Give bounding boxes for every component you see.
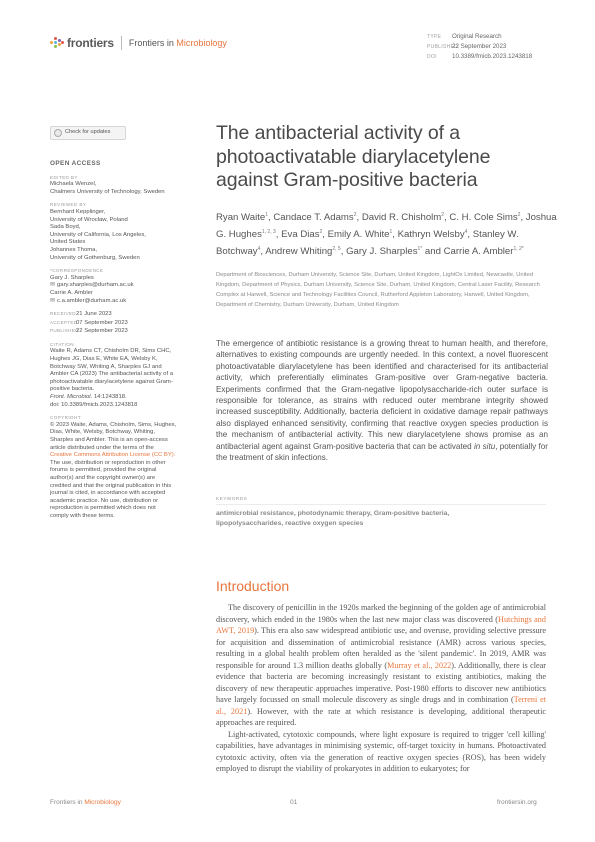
envelope-icon: ✉: [50, 297, 56, 304]
author[interactable]: C. H. Cole Sims$^2$: [449, 212, 521, 223]
citation-journal: Front. Microbiol. 14:1243818.: [50, 394, 127, 401]
author[interactable]: Kathryn Welsby$^4$: [397, 229, 468, 241]
paragraph: The discovery of penicillin in the 1920s marked the beginning of the golden age of antimicrobial discovery, which ended in the 1980s when the last new major class was discovered (Hutchings and AWT, 2019). This era also saw widespread antibiotic use, and overuse, providing selective pressure for acquisition and dissemination of antimicrobial resistance (AMR) across various species, resulting in a global health problem often heralded as the 'silent pandemic'. In 2019, AMR was responsible for around 1.3 million deaths globally (Murray et al., 2022). Additionally, there is clear evidence that bacteria are becoming increasingly resistant to existing antibiotics, making the discovery of new therapeutic approaches imperative. Post-1980 efforts to discover new antibiotics have largely focussed on small molecule discovery as single drugs and in combination (Terreni et al., 2021). However, with the rate at which resistance is developing, additional therapeutic approaches are required.: [216, 603, 547, 727]
copyright-line: reproduction is permitted which does not: [50, 505, 156, 512]
correspondent-name: Carrie A. Ambler: [50, 289, 93, 296]
copyright-line: forums is permitted, provided the original: [50, 467, 157, 474]
author[interactable]: Carrie A. Ambler$^{1, 2*}$: [443, 246, 524, 258]
check-for-updates-button[interactable]: Check for updates: [50, 126, 126, 140]
author[interactable]: Candace T. Adams$^2$: [273, 212, 357, 223]
article-sidebar: [50, 126, 202, 521]
affiliations: Department of Biosciences, Durham University, Science Site, Durham, United Kingdom, LightOx Limited, Newcastle, United Kingdom, Department of Physics, Durham University, Science Site, Durham, United Kingdom, Central Laser Facility, Research Complex at Harwell, Science and Technology Facilities Council, Rutherford Appleton Laboratory, Harwell, United Kingdom, Department of Chemistry, Durham University, Durham, United Kingdom: [216, 272, 540, 308]
journal-brand: [50, 34, 227, 52]
citation-line: photoactivatable diarylacetylene against Gram-: [50, 378, 173, 385]
abstract: The emergence of antibiotic resistance is a growing threat to human health, and therefore, alternatives to existing compounds are urgently needed. In this context, a novel fluorescent photoactivatable diarylacetylene has been identified and characterised for its antibacterial activity, which preferentially eliminates Gram-positive over Gram-negative bacteria. Experiments confirmed that the Gram-negative lipopolysaccharide-rich outer surface is responsible for tolerance, as strains with reduced outer membrane integrity showed increased susceptibility. Additionally, bacteria deficient in oxidative damage repair pathways also displayed enhanced sensitivity, confirming that reactive oxygen species production is the mechanism of antibacterial activity. This new diarylacetylene shows promise as an antibacterial agent against Gram-positive bacteria that can be activated in situ, potentially for the treatment of skin infections.: [216, 339, 548, 463]
citation-line: Hughes JG, Dias E, White EA, Welsby K,: [50, 356, 158, 363]
reviewer-line: University of Wrocław, Poland: [50, 216, 128, 223]
copyright-line: article distributed under the terms of the: [50, 444, 154, 451]
meta-published: PUBLISHED22 September 2023: [427, 43, 507, 50]
reviewer-line: University of California, Los Angeles,: [50, 231, 146, 238]
correspondent-email[interactable]: ✉ gary.sharples@durham.ac.uk: [50, 282, 134, 289]
editor-line: Michaela Wenzel,: [50, 181, 97, 188]
meta-doi: DOI 10.3389/fmicb.2023.1243818: [427, 53, 533, 60]
keywords-divider: [216, 504, 546, 505]
author-list: Ryan Waite$^1$, Candace T. Adams$^2$, David R. Chisholm$^2$, C. H. Cole Sims$^2$, Joshua G. Hughes$^{1, 2, 3}$, Eva Dias$^2$, Emily A. White$^1$, Kathryn Welsby$^4$, Stanley W. Botchway$^4$, Andrew Whiting$^{2, 5}$, Gary J. Sharples$^{1*}$ and Carrie A. Ambler$^{1, 2*}$: [216, 212, 557, 258]
frontiers-logo-icon: [50, 36, 64, 50]
author[interactable]: Emily A. White$^1$: [327, 229, 393, 241]
citation-line: Ambler CA (2023) The antibacterial activity of a: [50, 371, 173, 378]
page-number: 01: [290, 799, 298, 806]
copyright-line: © 2023 Waite, Adams, Chisholm, Sims, Hughes,: [50, 421, 177, 428]
reviewer-line: United States: [50, 239, 86, 246]
copyright-line: academic practice. No use, distribution or: [50, 497, 159, 504]
date-published: PUBLISHED22 September 2023: [50, 328, 128, 335]
reviewer-line: Johannes Thoma,: [50, 246, 98, 253]
citation-line: Botchway SW, Whiting A, Sharples GJ and: [50, 363, 162, 370]
journal-name: Frontiers in Microbiology: [128, 38, 227, 48]
author[interactable]: David R. Chisholm$^2$: [361, 212, 445, 223]
correspondent-email[interactable]: ✉ c.a.ambler@durham.ac.uk: [50, 297, 127, 304]
introduction-heading: Introduction: [216, 578, 290, 594]
footer-journal: Frontiers in Microbiology: [50, 799, 121, 806]
reviewer-line: Sada Boyd,: [50, 224, 81, 231]
copyright-line: credited and that the original publication in this: [50, 482, 172, 489]
correspondent-name: Gary J. Sharples: [50, 274, 94, 281]
copyright-label: COPYRIGHT: [50, 415, 81, 421]
reviewer-line: Bernhard Kepplinger,: [50, 208, 106, 215]
reviewer-line: University of Gothenburg, Sweden: [50, 254, 140, 261]
keywords: antimicrobial resistance, photodynamic therapy, Gram-positive bacteria, lipopolysaccharides, reactive oxygen species: [216, 510, 450, 528]
citation-label: CITATION: [50, 341, 74, 347]
copyright-line: author(s) and the copyright owner(s) are: [50, 474, 156, 481]
author[interactable]: Stanley W. Botchway$^4$: [216, 229, 519, 258]
meta-type: TYPE Original Research: [427, 33, 502, 40]
frontiers-logo-text: frontiers: [67, 36, 114, 50]
author[interactable]: Andrew Whiting$^{2, 5}$: [265, 246, 341, 258]
author[interactable]: Ryan Waite$^1$: [216, 212, 269, 223]
license-link[interactable]: Creative Commons Attribution License (CC BY).: [50, 452, 176, 459]
open-access-label: OPEN ACCESS: [50, 160, 101, 167]
citation-link[interactable]: Murray et al., 2022: [387, 660, 452, 670]
editor-line: Chalmers University of Technology, Sweden: [50, 188, 165, 195]
correspondence-label: *CORRESPONDENCE: [50, 268, 104, 274]
citation-doi: doi: 10.3389/fmicb.2023.1243818: [50, 401, 138, 408]
envelope-icon: ✉: [50, 282, 56, 289]
author[interactable]: Eva Dias$^2$: [281, 229, 323, 241]
article-meta: [427, 32, 532, 62]
citation-link[interactable]: Hutchings and AWT, 2019: [216, 614, 546, 635]
citation-line: positive bacteria.: [50, 386, 95, 393]
brand-divider: [121, 36, 122, 50]
date-received: RECEIVED21 June 2023: [50, 311, 112, 318]
refresh-icon: [54, 129, 62, 137]
edited-by-label: EDITED BY: [50, 174, 78, 180]
author[interactable]: Gary J. Sharples$^{1*}$: [346, 246, 423, 258]
reviewed-by-label: REVIEWED BY: [50, 202, 87, 208]
article-title: The antibacterial activity of a photoactivatable diarylacetylene against Gram-positive bacteria: [216, 122, 491, 191]
copyright-line: journal is cited, in accordance with accepted: [50, 490, 166, 497]
keywords-label: KEYWORDS: [216, 497, 248, 502]
citation-line: Waite R, Adams CT, Chisholm DR, Sims CHC,: [50, 348, 172, 355]
copyright-line: comply with these terms.: [50, 512, 115, 519]
citation-link[interactable]: Terreni et al., 2021: [216, 695, 546, 716]
footer-website[interactable]: frontiersin.org: [497, 799, 537, 806]
author[interactable]: Joshua G. Hughes$^{1, 2, 3}$: [216, 212, 557, 241]
date-accepted: ACCEPTED07 September 2023: [50, 319, 128, 326]
introduction-body: [216, 602, 546, 775]
copyright-line: Dias, White, Welsby, Botchway, Whiting,: [50, 429, 156, 436]
paragraph: Light-activated, cytotoxic compounds, where light exposure is required to trigger 'cell killing' capabilities, have advantages in minimising systemic, off-target toxicity in humans. Photoactivated cytotoxic activity, often via the generation of reactive oxygen species (ROS), has been widely employed to disrupt the viability of prokaryotes in addition to eukaryotes; for: [216, 729, 546, 773]
copyright-line: Sharples and Ambler. This is an open-access: [50, 437, 168, 443]
copyright-line: The use, distribution or reproduction in other: [50, 459, 166, 466]
